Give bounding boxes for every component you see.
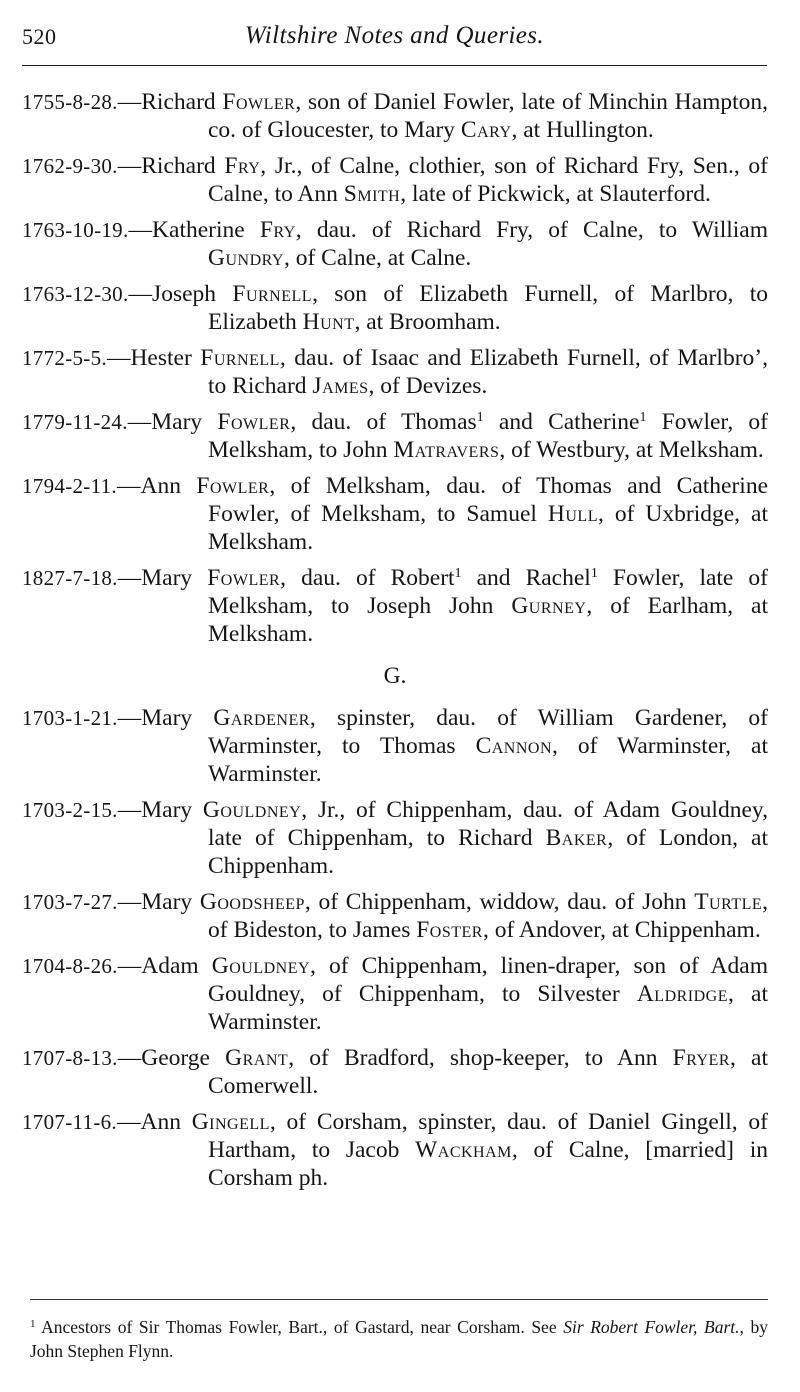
entry-text-run: , at Hullington. <box>511 117 654 143</box>
entry-text-run: , of Calne, at Calne. <box>283 245 472 271</box>
footnote-book-title: Sir Robert Fowler, Bart. <box>563 1317 740 1337</box>
surname: Fowler <box>207 565 281 591</box>
entry-text-run: Ann <box>140 473 197 499</box>
surname: James <box>312 373 369 399</box>
entry-text-run: Mary <box>141 565 208 591</box>
surname: Fowler <box>222 89 296 115</box>
entry-date: 1703-7-27. <box>22 890 118 914</box>
surname: Fowler <box>217 409 291 435</box>
footnote-body-end: , by John Stephen Flynn. <box>30 1317 769 1361</box>
surname: Grant <box>225 1045 289 1071</box>
entry-text-run: , of Warminster, at Warminster. <box>208 733 768 787</box>
running-title: Wiltshire Notes and Queries. <box>244 22 545 49</box>
entry-date: 1763-10-19. <box>22 218 129 242</box>
marriage-entry <box>22 704 768 788</box>
entry-text-run: , Jr., of Calne, clothier, son of Richard Fry, Sen., of Calne, to Ann <box>208 153 769 207</box>
surname: Turtle <box>694 889 763 915</box>
footnote-reference: 1 <box>590 566 598 581</box>
footnote-reference: 1 <box>476 410 484 425</box>
entry-text-run: , at Comerwell. <box>208 1045 769 1099</box>
surname: Aldridge <box>636 981 729 1007</box>
entry-text-run: , of Andover, at Chippenham. <box>482 917 761 943</box>
entry-text-run: , spinster, dau. of William Gardener, of Warminster, to Thomas <box>208 705 768 759</box>
entry-text: 1707-11-6.—Ann Gingell, of Corsham, spinster, dau. of Daniel Gingell, of Hartham, to Jacob Wackham, of Calne, [married] in Corsham ph. <box>22 1109 768 1191</box>
entry-text-run: , of Earlham, at Melksham. <box>208 593 768 647</box>
surname: Hunt <box>302 309 355 335</box>
marriage-entry <box>22 1108 768 1192</box>
surname: Gouldney <box>202 797 302 823</box>
entry-text-run: , of London, at Chippenham. <box>208 825 768 879</box>
surname: Matravers <box>393 437 500 463</box>
entry-text: 1755-8-28.—Richard Fowler, son of Daniel Fowler, late of Minchin Hampton, co. of Gloucester, to Mary Cary, at Hullington. <box>22 89 768 143</box>
entry-text-run: Adam <box>141 953 212 979</box>
entry-text-run: , Jr., of Chippenham, dau. of Adam Gouldney, late of Chippenham, to Richard <box>208 797 768 851</box>
surname: Gundry <box>208 245 284 271</box>
entry-text-run: , of Bradford, shop-keeper, to Ann <box>288 1045 673 1071</box>
surname: Foster <box>416 917 483 943</box>
entry-text: 1827-7-18.—Mary Fowler, dau. of Robert$^1$ and Rachel$^1$ Fowler, late of Melksham, to Joseph John Gurney, of Earlham, at Melksham. <box>22 565 768 647</box>
marriage-entry <box>22 152 768 208</box>
page-header <box>22 18 767 52</box>
surname: Cary <box>460 117 512 143</box>
surname: Gouldney <box>211 953 311 979</box>
marriage-entry <box>22 564 768 648</box>
entry-date: 1772-5-5. <box>22 346 107 370</box>
entry-text-run: Mary <box>141 889 200 915</box>
entry-text-run: , of Bideston, to James <box>208 889 769 943</box>
entry-text-run: Mary <box>151 409 218 435</box>
marriage-entry <box>22 408 768 464</box>
surname: Furnell <box>200 345 280 371</box>
entry-date: 1707-8-13. <box>22 1046 118 1070</box>
entry-text-run: Mary <box>141 705 214 731</box>
entry-date: 1763-12-30. <box>22 282 129 306</box>
entry-text-run: Hester <box>130 345 201 371</box>
entry-text-run: and Rachel <box>461 565 591 591</box>
entry-text-run: , at Warminster. <box>208 981 768 1035</box>
entry-text: 1762-9-30.—Richard Fry, Jr., of Calne, clothier, son of Richard Fry, Sen., of Calne, to Ann Smith, late of Pickwick, at Slauterford. <box>22 153 769 207</box>
entry-text-run: , son of Elizabeth Furnell, of Marlbro, to Elizabeth <box>208 281 768 335</box>
entry-date: 1704-8-26. <box>22 954 118 978</box>
entry-text-run: , dau. of Richard Fry, of Calne, to William <box>295 217 768 243</box>
surname: Fry <box>224 153 261 179</box>
entry-text: 1703-1-21.—Mary Gardener, spinster, dau. of William Gardener, of Warminster, to Thomas Cannon, of Warminster, at Warminster. <box>22 705 768 787</box>
marriage-entry <box>22 472 768 556</box>
entry-text-run: , of Chippenham, linen-draper, son of Adam Gouldney, of Chippenham, to Silvester <box>208 953 768 1007</box>
entry-text-run: , of Calne, [married] in Corsham ph. <box>208 1137 768 1191</box>
entry-text: 1772-5-5.—Hester Furnell, dau. of Isaac and Elizabeth Furnell, of Marlbro’, to Richard James, of Devizes. <box>22 345 768 399</box>
section-letter: G. <box>383 663 407 689</box>
entry-date: 1794-2-11. <box>22 474 117 498</box>
entry-text: 1703-2-15.—Mary Gouldney, Jr., of Chippenham, dau. of Adam Gouldney, late of Chippenham, to Richard Baker, of London, at Chippenham. <box>22 797 768 879</box>
entry-text-run: Richard <box>141 89 223 115</box>
surname: Cannon <box>475 733 553 759</box>
header-rule <box>22 65 767 66</box>
footnote-text <box>22 1315 768 1363</box>
entry-text-run: , dau. of Thomas <box>290 409 477 435</box>
marriage-entry <box>22 344 768 400</box>
surname: Fry <box>259 217 296 243</box>
surname: Gurney <box>511 593 587 619</box>
entry-text-run: , of Chippenham, widdow, dau. of John <box>304 889 695 915</box>
marriage-entry <box>22 280 768 336</box>
entry-text-run: , dau. of Robert <box>280 565 455 591</box>
marriage-entry <box>22 88 768 144</box>
entry-text-run: , late of Pickwick, at Slauterford. <box>400 181 711 207</box>
entry-text: 1707-8-13.—George Grant, of Bradford, shop-keeper, to Ann Fryer, at Comerwell. <box>22 1045 769 1099</box>
entries-section-g <box>22 704 768 1192</box>
entry-date: 1755-8-28. <box>22 90 118 114</box>
entry-text-run: Joseph <box>152 281 233 307</box>
surname: Gingell <box>191 1109 270 1135</box>
entries-section-f <box>22 88 768 648</box>
entry-text-run: , of Westbury, at Melksham. <box>499 437 764 463</box>
surname: Fowler <box>196 473 270 499</box>
marriage-entry <box>22 1044 768 1100</box>
entry-text-run: Richard <box>141 153 225 179</box>
entry-text-run: Mary <box>141 797 203 823</box>
entry-date: 1703-1-21. <box>22 706 118 730</box>
footnote-marker: 1 <box>30 1318 36 1330</box>
surname: Smith <box>343 181 401 207</box>
entry-text-run: , of Corsham, spinster, dau. of Daniel Gingell, of Hartham, to Jacob <box>208 1109 768 1163</box>
footnote-reference: 1 <box>454 566 462 581</box>
entry-text-run: Fowler, late of Melksham, to Joseph John <box>208 565 768 619</box>
entry-text: 1763-10-19.—Katherine Fry, dau. of Richard Fry, of Calne, to William Gundry, of Calne, at Calne. <box>22 217 768 271</box>
surname: Furnell <box>232 281 313 307</box>
marriage-entry <box>22 888 768 944</box>
entry-text-run: Katherine <box>152 217 260 243</box>
entry-text-run: , of Uxbridge, at Melksham. <box>208 501 769 555</box>
surname: Fryer <box>672 1045 730 1071</box>
footnote-reference: 1 <box>639 410 647 425</box>
entry-date: 1779-11-24. <box>22 410 128 434</box>
entry-text-run: George <box>141 1045 226 1071</box>
entry-date: 1703-2-15. <box>22 798 118 822</box>
entry-date: 1707-11-6. <box>22 1110 117 1134</box>
surname: Hull <box>547 501 598 527</box>
entry-text-run: , son of Daniel Fowler, late of Minchin Hampton, co. of Gloucester, to Mary <box>208 89 768 143</box>
entry-text-run: Fowler, of Melksham, to John <box>208 409 769 463</box>
footnote-body: Ancestors of Sir Thomas Fowler, Bart., of Gastard, near Corsham. See <box>35 1317 564 1337</box>
footnote <box>22 1315 768 1363</box>
entry-text: 1779-11-24.—Mary Fowler, dau. of Thomas$^1$ and Catherine$^1$ Fowler, of Melksham, to John Matravers, of Westbury, at Melksham. <box>22 409 769 463</box>
surname: Goodsheep <box>199 889 305 915</box>
entry-text-run: , at Broomham. <box>354 309 501 335</box>
entry-text-run: , dau. of Isaac and Elizabeth Furnell, of Marlbro’, to Richard <box>208 345 768 399</box>
marriage-entry <box>22 796 768 880</box>
surname: Baker <box>545 825 608 851</box>
entry-text: 1794-2-11.—Ann Fowler, of Melksham, dau. of Thomas and Catherine Fowler, of Melksham, to Samuel Hull, of Uxbridge, at Melksham. <box>22 473 769 555</box>
marriage-entry <box>22 952 768 1036</box>
surname: Wackham <box>415 1137 512 1163</box>
entry-date: 1827-7-18. <box>22 566 118 590</box>
entry-text-run: , of Melksham, dau. of Thomas and Catherine Fowler, of Melksham, to Samuel <box>208 473 768 527</box>
marriage-entries <box>22 88 768 1200</box>
entry-text: 1763-12-30.—Joseph Furnell, son of Elizabeth Furnell, of Marlbro, to Elizabeth Hunt, at Broomham. <box>22 281 768 335</box>
entry-text-run: and Catherine <box>483 409 640 435</box>
entry-text-run: , of Devizes. <box>368 373 488 399</box>
entry-text-run: Ann <box>140 1109 192 1135</box>
marriage-entry <box>22 216 768 272</box>
entry-date: 1762-9-30. <box>22 154 118 178</box>
entry-text: 1704-8-26.—Adam Gouldney, of Chippenham, linen-draper, son of Adam Gouldney, of Chippenham, to Silvester Aldridge, at Warminster. <box>22 953 768 1035</box>
entry-text: 1703-7-27.—Mary Goodsheep, of Chippenham, widdow, dau. of John Turtle, of Bideston, to James Foster, of Andover, at Chippenham. <box>22 889 769 943</box>
footnote-rule <box>30 1299 768 1300</box>
page-number: 520 <box>22 24 57 49</box>
surname: Gardener <box>213 705 310 731</box>
